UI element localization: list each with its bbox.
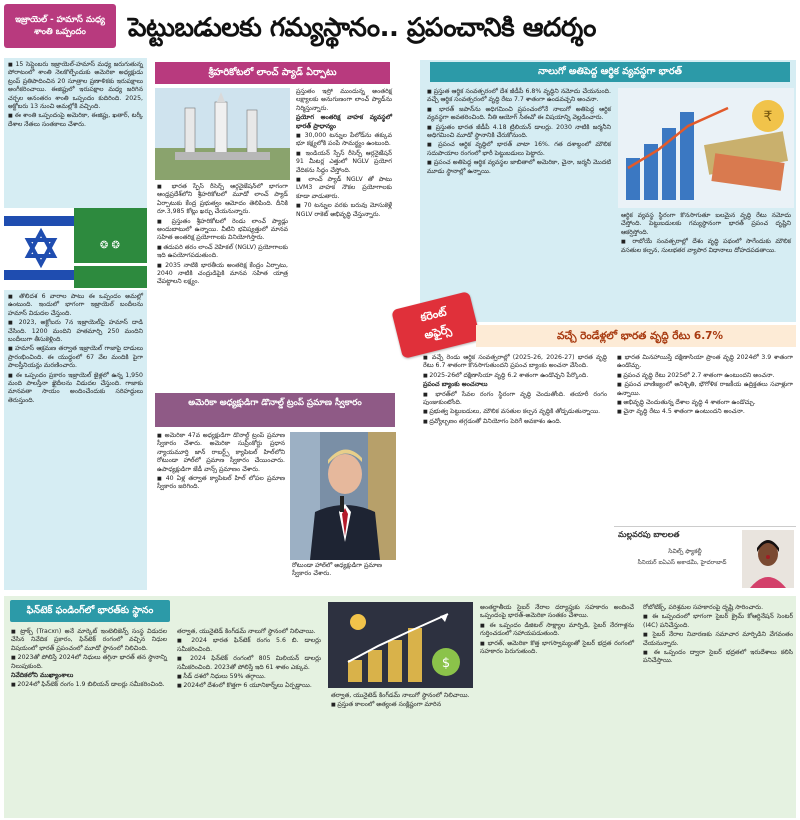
current-affairs-stamp: కరెంట్ అఫైర్స్ <box>391 291 481 359</box>
page-title: పెట్టుబడులకు గమ్యస్థానం.. ప్రపంచానికి ఆదర్శం <box>128 13 596 43</box>
growth-col2: ■ భారత మినహాయిస్తే దక్షిణాసియా ప్రాంత వృద్ధి 2024లో 3.9 శాతంగా ఉండొచ్చు. ■ ప్రపంచ వృద్ధి రేటు 2025లో 2.7 శాతంగా ఉంటుందని అంచనా. ■ ప్రపంచ వాణిజ్యంలో అనిశ్చితి, భౌగోళిక రాజకీయ ఉద్రిక్తతలు సవాళ్లుగా ఉన్నాయి. ■ అభివృద్ధి చెందుతున్న దేశాల వృద్ధి 4 శాతంగా ఉండొచ్చు. ■ చైనా వృద్ధి రేటు 4.5 శాతంగా ఉంటుందని అంచనా. <box>614 352 796 522</box>
economy-text: ■ ప్రస్తుత ఆర్థిక సంవత్సరంలో దేశ జీడీపీ 6.8% వృద్ధిని నమోదు చేయనుంది. వచ్చే ఆర్థిక సంవత్సరంలో వృద్ధి రేటు 7.7 శాతంగా ఉండవచ్చని అంచనా. ■ భారత్ జపాన్‌ను అధిగమించి ప్రపంచంలోనే నాలుగో అతిపెద్ద ఆర్థిక వ్యవస్థగా అవతరించింది. నీతి ఆయోగ్ సీఈవో ఈ విషయాన్ని వెల్లడించారు. ■ ప్రస్తుతం భారత జీడీపీ 4.18 ట్రిలియన్ డాలర్లు. 2030 నాటికి జర్మనీని అధిగమించి మూడో స్థానానికి చేరుకోనుంది. ■ ప్రపంచ ఆర్థిక వృద్ధిలో భారత్ వాటా 16%. గత దశాబ్దంలో మౌలిక సదుపాయాల రంగంలో భారీ పెట్టుబడులు పెట్టారు. ■ ప్రపంచ అతిపెద్ద ఆర్థిక వ్యవస్థల జాబితాలో అమెరికా, చైనా, జర్మనీ మొదటి మూడు స్థానాల్లో ఉన్నాయి. <box>424 86 614 318</box>
sriharikota-banner: శ్రీహరికోటలో లాంచ్ ప్యాడ్ ఏర్పాటు <box>155 62 390 84</box>
growth-col1: ■ వచ్చే రెండు ఆర్థిక సంవత్సరాల్లో (2025-26, 2026-27) భారత వృద్ధి రేటు 6.7 శాతంగా కొనసాగుతుందని ప్రపంచ బ్యాంకు అంచనా వేసింది. ■ 2025-26లో దక్షిణాసియా వృద్ధి 6.2 శాతంగా ఉండొచ్చని పేర్కొంది. ప్రపంచ బ్యాంకు అంచనాలు ■ భారత్‌లో సేవల రంగం స్థిరంగా వృద్ధి చెందుతోంది. తయారీ రంగం పుంజుకుంటోంది. ■ ప్రభుత్వ పెట్టుబడులు, మౌలిక వసతుల కల్పన వృద్ధికి తోడ్పడుతున్నాయి. ■ ద్రవ్యోల్బణం తగ్గడంతో వినియోగం పెరిగే అవకాశం ఉంది. <box>420 352 610 594</box>
fintech-col-mid-lower: తర్వాత, యునైటెడ్ కింగ్‌డమ్ నాలుగో స్థానంలో నిలిచాయి. ■ ప్రస్తుత కాలంలో అత్యంత సంక్లిష్టంగా మారిన <box>328 690 473 816</box>
economy-banner: నాలుగో అతిపెద్ద ఆర్థిక వ్యవస్థగా భారత్ <box>430 62 790 82</box>
svg-text:$: $ <box>441 656 451 671</box>
launch-pad-image <box>155 88 290 180</box>
growth-banner: వచ్చే రెండేళ్లలో భారత వృద్ధి రేటు 6.7% <box>556 330 724 342</box>
trump-left-text: ■ అమెరికా 47వ అధ్యక్షుడిగా డొనాల్డ్ ట్రంప్ ప్రమాణ స్వీకారం చేశారు. అమెరికా సుప్రీంకోర్టు ప్రధాన న్యాయమూర్తి జాన్ రాబర్ట్స్ క్యాపిటల్ హిల్‌లోని రోటుండా హాల్‌లో ప్రమాణ స్వీకారం చేయించారు. ఉపాధ్యక్షుడిగా జేడీ వాన్స్ ప్రమాణం చేశారు. ■ 40 ఏళ్ల తర్వాత క్యాపిటల్ హిల్ లోపల ప్రమాణ స్వీకారం జరిగింది. <box>155 432 287 592</box>
sriharikota-left-text: ■ భారత స్పేస్ రీసెర్చ్ ఆర్గనైజేషన్‌లో భాగంగా ఆంధ్రప్రదేశ్‌లోని శ్రీహరికోటలో మూడో లాంచ్ ప్యాడ్ ఏర్పాటుకు కేంద్ర ప్రభుత్వం ఆమోదం తెలిపింది. దీనికి రూ.3,985 కోట్లు ఖర్చు చేయనున్నారు. ■ ప్రస్తుతం శ్రీహరికోటలో రెండు లాంచ్ ప్యాడ్లు అందుబాటులో ఉన్నాయి. వీటిని భవిష్యత్తులో మానవ సహిత అంతరిక్ష ప్రయోగాలకు వినియోగిస్తారు. ■ తదుపరి తరం లాంచ్ వెహికల్ (NGLV) ప్రయోగాలకు ఇది ఉపయోగపడుతుంది. ■ 2035 నాటికి భారతీయ అంతరిక్ష కేంద్రం ఏర్పాటు, 2040 నాటికి చంద్రుడిపైకి మానవ సహిత యాత్ర చేపట్టాలని లక్ష్యం. <box>155 183 290 383</box>
author-role: సివిల్స్ ఫ్యాకల్టీ <box>668 548 702 555</box>
fintech-col3: అంతర్జాతీయ సైబర్ నేరాల దర్యాప్తుకు సహకారం అందించే ఒప్పందంపై భారత్-అమెరికా సంతకం చేశాయి. ■ ఈ ఒప్పందం డిజిటల్ సాక్ష్యాల మార్పిడి, సైబర్ నేరగాళ్లను గుర్తించడంలో సహాయపడుతుంది. ■ భారత్, అమెరికా కొత్త భాగస్వామ్యంతో సైబర్ భద్రత రంగంలో సహకారం పెరుగుతుంది. <box>477 602 637 816</box>
svg-text:❂ ❂: ❂ ❂ <box>100 240 120 251</box>
economy-caption: ఆర్థిక వ్యవస్థ స్థిరంగా కొనసాగుతూ బలమైన వృద్ధి రేటు నమోదు చేస్తోంది. పెట్టుబడులకు గమ్యస్థానంగా భారత్ ప్రపంచ దృష్టిని ఆకర్షిస్తోంది. ■ రాబోయే సంవత్సరాల్లో దేశం వృద్ధి పథంలో సాగేందుకు మౌలిక వసతుల కల్పన, సులభతర వ్యాపార విధానాలు దోహదపడతాయి. <box>618 210 794 320</box>
fintech-col2: తర్వాత, యునైటెడ్ కింగ్‌డమ్ నాలుగో స్థానంలో నిలిచాయి. ■ 2024 భారత ఫిన్‌టెక్ రంగం 5.6 బి. డాలర్లు సమీకరించింది. ■ 2024 ఫిన్‌టెక్ రంగంలో 805 మిలియన్ డాలర్లు సమీకరించింది. 2023తో పోలిస్తే ఇది 61 శాతం ఎక్కువ. ■ సీడ్ దశలో నిధులు 59% తగ్గాయి. ■ 2024లో దేశంలో కొత్తగా 6 యూనికార్న్‌లు ఏర్పడ్డాయి. <box>174 626 324 816</box>
author-name: మల్లవరపు బాలలత <box>618 530 680 539</box>
israel-article-bottom: ■ తొలిదశ 6 వారాల పాటు ఈ ఒప్పందం అమల్లో ఉంటుంది. ఇందులో భాగంగా ఇజ్రాయెల్ బందీలను హమాస్ విడుదల చేస్తుంది. ■ 2023, అక్టోబరు 7న ఇజ్రాయెల్‌పై హమాస్ దాడి చేసింది. 1200 మందిని హతమార్చి 250 మందిని బందీలుగా తీసుకెళ్లింది. ■ హమాస్ ఆక్రమణ తర్వాత ఇజ్రాయెల్ గాజాపై దాడులు ప్రారంభించింది. ఈ యుద్ధంలో 67 వేల మందికి పైగా పాలస్తీనియన్లు మరణించారు. ■ ఈ ఒప్పందం ప్రకారం ఇజ్రాయెల్ జైళ్లలో ఉన్న 1,950 మంది పాలస్తీనా ఖైదీలను విడుదల చేస్తుంది. గాజాకు మానవతా సాయం అందించేందుకు సరిహద్దులు తెరుస్తుంది. <box>4 290 147 590</box>
israel-banner: ఇజ్రాయెల్ - హమాస్ మధ్య శాంతి ఒప్పందం <box>4 4 116 48</box>
israel-article-top: ■ 15 సెప్టెంబరు ఇజ్రాయెల్-హమాస్ మధ్య జరుగుతున్న పోరాటంలో శాంతి నెలకొల్పేందుకు అమెరికా అధ్యక్షుడు ట్రంప్ ప్రతిపాదించిన 20 సూత్రాల ప్రణాళికకు ఇరుపక్షాలు అంగీకరించాయి. ఈజిప్టులో ఇరుపక్షాల మధ్య జరిగిన చర్చల అనంతరం శాంతి ఒప్పందం కుదిరింది. 2025, అక్టోబరు 13 నుంచి అమల్లోకి వచ్చింది. ■ ఈ శాంతి ఒప్పందంపై అమెరికా, ఈజిప్టు, ఖతార్, టర్కీ దేశాల నేతలు సంతకాలు చేశారు. <box>4 58 147 208</box>
fintech-col4: రోబోటిక్స్, పరిశ్రమల సహకారంపై దృష్టి సారించారు. ■ ఈ ఒప్పందంలో భాగంగా సైబర్ క్రైమ్ కోఆర్డినేషన్ సెంటర్ (I4C) పనిచేస్తుంది. ■ సైబర్ నేరాల నివారణకు సమాచార మార్పిడిని వేగవంతం చేయనున్నారు. ■ ఈ ఒప్పందం ద్వారా సైబర్ భద్రతలో ఇరుదేశాలు కలిసి పనిచేస్తాయి. <box>640 602 796 816</box>
sriharikota-right-text: ప్రస్తుతం ఇస్రో ముందున్న అంతరిక్ష లక్ష్యాలకు అనుగుణంగా లాంచ్ ప్యాడ్‌ను నిర్మిస్తున్నారు. ప్రయోగ అంతరిక్ష వాహక వ్యవస్థలో భారత్ ప్రాధాన్యం ■ 30,000 టన్నుల పేలోడ్‌ను తక్కువ భూ కక్ష్యలోకి పంపే సామర్థ్యం ఉంటుంది. ■ ఇండియన్ స్పేస్ రీసెర్చ్ ఆర్గనైజేషన్ 91 మీటర్ల ఎత్తులో NGLV ప్రయోగ వేదికను సిద్ధం చేస్తోంది. ■ లాంచ్ ప్యాడ్ NGLV తో పాటు LVM3 వాహక నౌకల ప్రయోగాలకు కూడా వాడుతారు. ■ 70 టన్నుల వరకు బరువు మోసుకెళ్లే NGLV రాకెట్ అభివృద్ధి చేస్తున్నారు. <box>294 88 394 383</box>
svg-text:₹: ₹ <box>763 109 773 125</box>
fintech-banner: ఫిన్‌టెక్ ఫండింగ్‌లో భారత్‌కు స్థానం <box>10 600 170 622</box>
trump-caption: రోటుండా హాల్‌లో అధ్యక్షుడిగా ప్రమాణ స్వీకారం చేశారు. <box>292 562 382 578</box>
israel-hamas-flags-image <box>4 208 147 288</box>
currency-graph-image <box>618 88 794 208</box>
fintech-coins-image <box>328 602 473 688</box>
trump-banner: అమెరికా అధ్యక్షుడిగా డొనాల్డ్ ట్రంప్ ప్రమాణ స్వీకారం <box>155 393 395 427</box>
fintech-col1: ■ ట్రాక్స్ (Tracxn) అనే మార్కెట్ ఇంటెలిజెన్స్ సంస్థ విడుదల చేసిన నివేదిక ప్రకారం, ఫిన్‌టెక్ రంగంలో వచ్చిన నిధుల విషయంలో భారత్ ప్రపంచంలో మూడో స్థానంలో నిలిచింది. ■ 2023తో పోలిస్తే 2024లో నిధులు తగ్గినా భారత్ తన స్థానాన్ని నిలుపుకుంది. నివేదికలోని ముఖ్యాంశాలు ■ 2024లో ఫిన్‌టెక్ రంగం 1.9 బిలియన్ డాలర్లు సమీకరించింది. <box>8 626 170 816</box>
trump-photo <box>290 432 396 560</box>
author-org: సీనియర్ ఐఏఎస్ అకాడమీ, హైదరాబాద్ <box>637 560 727 566</box>
author-avatar <box>742 530 794 588</box>
